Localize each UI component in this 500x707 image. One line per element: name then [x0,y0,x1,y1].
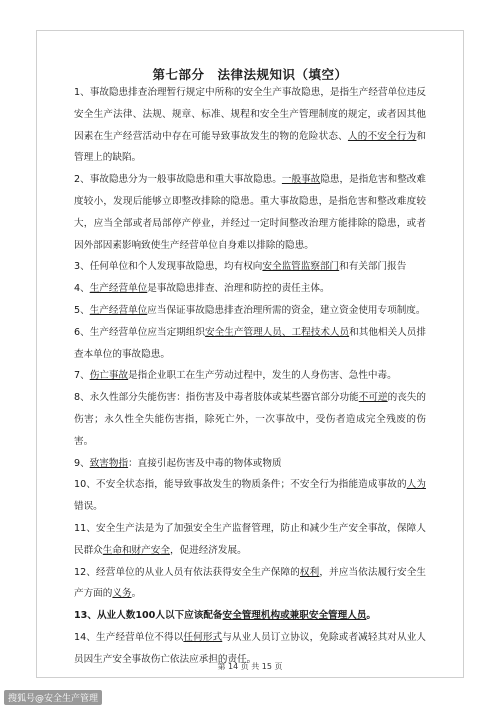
question-text: 1、事故隐患排查治理暂行规定中所称的安全生产事故隐患，是指生产经营单位违反安全生产法律、法规、规章、标准、规程和安全生产管理制度的规定，或者因其他因素在生产经营活动中存在可能导致事故发生的物的危险状态、 [74,87,426,142]
answer-underlined: 任何形式 [183,631,223,643]
question-text: 应当保证事故隐患排查治理所需的资金，建立资金使用专项制度。 [147,304,426,316]
answer-underlined: 伤亡事故 [89,370,129,382]
answer-underlined: 人的不安全行为 [347,130,417,142]
question-text: 13、从业人数100人以下应该配备 [74,610,223,622]
question-item [74,518,426,562]
answer-underlined: 致害物指 [89,457,129,469]
question-text: 是事故隐患排查、治理和防控的责任主体。 [147,283,330,295]
question-item [74,278,426,300]
answer-underlined: 安全监管监察部门 [262,261,340,273]
answer-underlined: 安全管理机构或兼职安全管理人员 [222,610,367,622]
question-text: 错误。 [74,501,103,513]
question-item [74,322,426,366]
watermark-badge: 搜狐号@安全生产管理 [4,690,102,705]
question-text: ，并应当依法履行安全生产方面的 [74,566,427,600]
question-item [74,453,426,475]
answer-underlined: 安全生产管理人员、工程技术人员 [205,326,350,338]
question-item [74,300,426,322]
question-text: 6、生产经营单位应当定期组织 [74,326,206,338]
question-text: 。 [366,610,377,622]
question-text: 4、 [74,283,90,295]
question-text: 10、不安全状态指，能导致事故发生的物质条件；不安全行为指能造成事故的 [74,479,407,491]
question-item [74,387,426,452]
answer-underlined: 人为 [406,479,426,491]
question-text: 是指企业职工在生产劳动过程中，发生的人身伤害、急性中毒。 [128,370,397,382]
question-text: 2、事故隐患分为一般事故隐患和重大事故隐患。 [74,174,282,186]
answer-underlined: 生命和财产安全 [102,544,170,556]
page-footer: 第 14 页 共 15 页 [217,662,283,671]
answer-underlined: 义务 [112,588,132,600]
question-item [74,562,426,606]
question-text: 3、任何单位和个人发现事故隐患，均有权向 [74,261,263,273]
question-text: 和其他相关人员排查本单位的事故隐患。 [74,326,427,360]
question-text: 的丧失的伤害；永久性全失能伤害指，除死亡外，一次事故中，受伤者造成完全残废的伤害。 [74,392,427,447]
answer-underlined: 一般事故 [281,174,321,186]
question-text: ，促进经济发展。 [169,544,247,556]
question-text: 8、永久性部分失能伤害：指伤害及中毒者肢体或某些器官部分功能 [74,392,359,404]
page-title: 第七部分 法律法规知识（填空） [152,67,348,82]
question-text: 与从业人员订立协议，免除或者减轻其对从业人员因生产安全事故伤亡依法应承担的责任。 [74,631,427,665]
question-text: 和有关部门报告 [339,261,407,273]
answer-underlined: 权利 [299,566,320,578]
question-text: 7、 [74,370,90,382]
question-item [74,169,426,256]
document-body [74,82,426,671]
question-text: 12、经营单位的从业人员有依法获得安全生产保障的 [74,566,300,578]
question-text: 9、 [74,457,90,469]
question-item [74,365,426,387]
question-item [74,82,426,169]
answer-underlined: 生产经营单位 [89,283,148,295]
question-item [74,256,426,278]
question-item [74,474,426,518]
question-text: ：直接引起伤害及中毒的物体或物质 [128,457,282,469]
question-item [74,605,426,627]
question-text: 隐患，是指危害和整改难度较小，发现后能够立即整改排除的隐患。重大事故隐患，是指危害和整改难度较大，应当全部或者局部停产停业，并经过一定时间整改治理方能排除的隐患，或者因外部因素影响致使生产经营单位自身难以排除的隐患。 [74,174,427,251]
question-text: 和管理上的缺陷。 [74,130,427,164]
question-text: 5、 [74,304,90,316]
question-text: 。 [131,588,142,600]
question-text: 11、安全生产法是为了加强安全生产监督管理，防止和减少生产安全事故，保障人民群众 [74,522,426,556]
answer-underlined: 不可逆 [358,392,388,404]
answer-underlined: 生产经营单位 [89,304,148,316]
question-text: 14、生产经营单位不得以 [74,631,184,643]
